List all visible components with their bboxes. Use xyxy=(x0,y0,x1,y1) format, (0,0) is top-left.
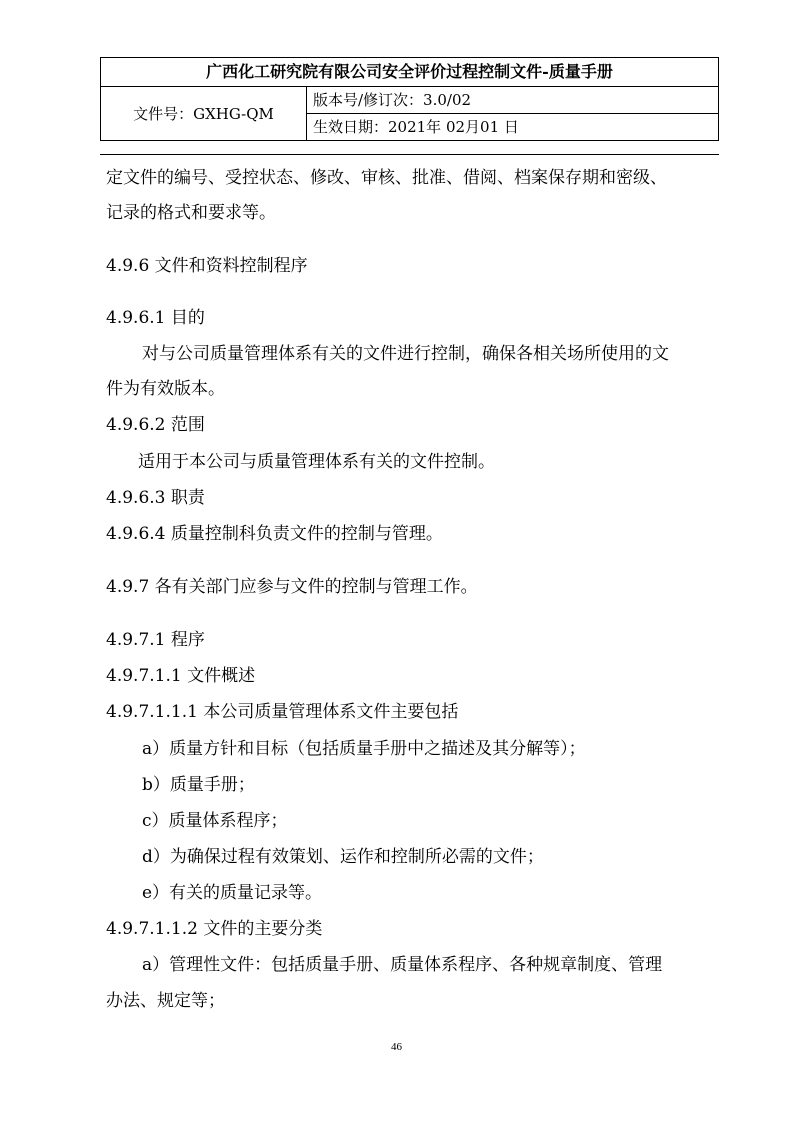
body-line: 定文件的编号、受控状态、修改、审核、批准、借阅、档案保存期和密级、 xyxy=(106,168,667,188)
effective-date: 生效日期：2021年 02月01 日 xyxy=(307,114,719,141)
header-title: 广西化工研究院有限公司安全评价过程控制文件-质量手册 xyxy=(101,58,719,87)
header-divider xyxy=(100,154,719,155)
document-number: 文件号：GXHG-QM xyxy=(101,87,307,141)
body-line: 记录的格式和要求等。 xyxy=(106,203,276,223)
list-item: e）有关的质量记录等。 xyxy=(142,883,323,903)
section-heading-4-9-6-2: 4.9.6.2 范围 xyxy=(106,415,205,435)
section-heading-4-9-6-1: 4.9.6.1 目的 xyxy=(106,308,205,328)
section-heading-4-9-7: 4.9.7 各有关部门应参与文件的控制与管理工作。 xyxy=(106,577,478,597)
list-item: d）为确保过程有效策划、运作和控制所必需的文件； xyxy=(142,847,544,867)
body-line: 办法、规定等； xyxy=(106,991,225,1011)
section-heading-4-9-7-1-1-1: 4.9.7.1.1.1 本公司质量管理体系文件主要包括 xyxy=(106,702,459,722)
body-line: 件为有效版本。 xyxy=(106,379,225,399)
section-heading-4-9-6-4: 4.9.6.4 质量控制科负责文件的控制与管理。 xyxy=(106,524,443,544)
document-header-table xyxy=(100,57,719,141)
list-item: c）质量体系程序； xyxy=(142,811,288,831)
section-heading-4-9-7-1-1: 4.9.7.1.1 文件概述 xyxy=(106,666,256,686)
page-number: 46 xyxy=(391,1041,402,1053)
body-line: 对与公司质量管理体系有关的文件进行控制，确保各相关场所使用的文 xyxy=(142,344,669,364)
section-heading-4-9-7-1-1-2: 4.9.7.1.1.2 文件的主要分类 xyxy=(106,919,323,939)
list-item: a）质量方针和目标（包括质量手册中之描述及其分解等）； xyxy=(142,739,586,759)
list-item: b）质量手册； xyxy=(142,775,255,795)
list-item: a）管理性文件：包括质量手册、质量体系程序、各种规章制度、管理 xyxy=(142,955,663,975)
body-line: 适用于本公司与质量管理体系有关的文件控制。 xyxy=(138,452,495,472)
version-number: 版本号/修订次：3.0/02 xyxy=(307,87,719,114)
section-heading-4-9-6-3: 4.9.6.3 职责 xyxy=(106,488,205,508)
section-heading-4-9-6: 4.9.6 文件和资料控制程序 xyxy=(106,256,308,276)
section-heading-4-9-7-1: 4.9.7.1 程序 xyxy=(106,630,205,650)
